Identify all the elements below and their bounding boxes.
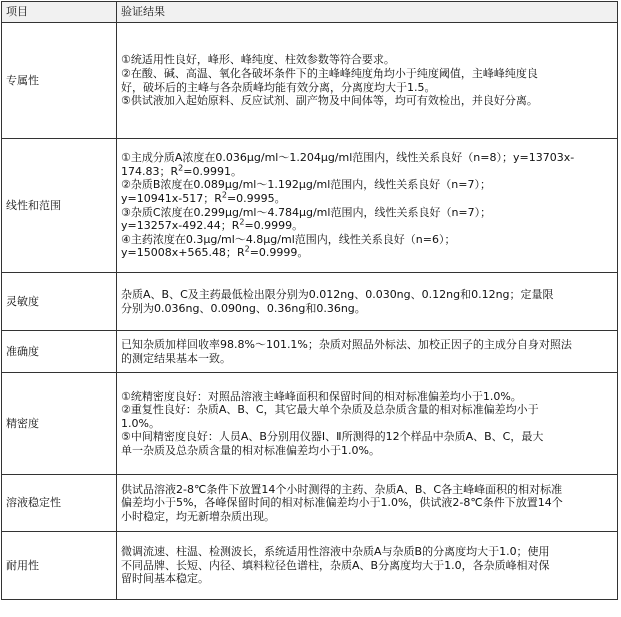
table-row-robustness (2, 532, 618, 600)
result-line: 已知杂质加样回收率98.8%～101.1%；杂质对照品外标法、加校正因子的主成分自身对照法 (121, 337, 572, 351)
result-line: ③杂质C浓度在0.299μg/ml～4.784μg/ml范围内，线性关系良好（n=7）； (121, 205, 492, 219)
table-row-precision (2, 373, 618, 475)
row-result (117, 475, 618, 532)
table-row-specificity (2, 23, 618, 139)
result-line: 供试品溶液2-8℃条件下放置14个小时测得的主药、杂质A、B、C各主峰峰面积的相对标准 (121, 482, 563, 496)
result-line: ②重复性良好：杂质A、B、C，其它最大单个杂质及总杂质含量的相对标准偏差均小于 (121, 403, 539, 417)
row-item-label: 准确度 (2, 331, 117, 373)
row-result (117, 23, 618, 139)
result-line: ①统适用性良好，峰形、峰纯度、柱效参数等符合要求。 (121, 53, 395, 67)
result-line: ④主药浓度在0.3μg/ml～4.8μg/ml范围内，线性关系良好（n=6）； (121, 232, 456, 246)
result-line: 1.0%。 (121, 416, 160, 430)
row-result (117, 139, 618, 273)
row-result (117, 532, 618, 600)
result-line: ②杂质B浓度在0.089μg/ml～1.192μg/ml范围内，线性关系良好（n=7）； (121, 178, 491, 192)
table-row-solution-stability (2, 475, 618, 532)
result-line: y=15008x+565.48；$R^2=0.9999$。 (121, 244, 309, 260)
row-item-label: 专属性 (2, 23, 117, 139)
result-line: ①主成分质A浓度在0.036μg/ml～1.204μg/ml范围内，线性关系良好（n=8）；y=13703x- (121, 151, 575, 165)
table-row-linearity (2, 139, 618, 273)
row-item-label: 耐用性 (2, 532, 117, 600)
header-result: 验证结果 (117, 2, 618, 23)
result-line: ⑤供试液加入起始原料、反应试剂、副产物及中间体等，均可有效检出，并良好分离。 (121, 94, 538, 108)
row-result (117, 331, 618, 373)
result-line: 分别为0.036ng、0.090ng、0.36ng和0.36ng。 (121, 301, 366, 315)
table-row-accuracy (2, 331, 618, 373)
result-line: 微调流速、柱温、检测波长，系统适用性溶液中杂质A与杂质B的分离度均大于1.0；使用 (121, 545, 550, 559)
validation-results-table (1, 1, 618, 600)
row-item-label: 溶液稳定性 (2, 475, 117, 532)
result-line: 杂质A、B、C及主药最低检出限分别为0.012ng、0.030ng、0.12ng和0.12ng；定量限 (121, 287, 554, 301)
result-line: y=13257x-492.44；$R^2=0.9999$。 (121, 217, 304, 233)
table-header-row (2, 2, 618, 23)
row-result (117, 373, 618, 475)
result-line: y=10941x-517；$R^2=0.9995$。 (121, 190, 286, 205)
result-line: 留时间基本稳定。 (121, 572, 209, 586)
result-line: ①统精密度良好：对照品溶液主峰峰面积和保留时间的相对标准偏差均小于1.0%。 (121, 389, 522, 403)
row-item-label: 线性和范围 (2, 139, 117, 273)
result-line: 偏差均小于5%，各峰保留时间的相对标准偏差均小于1.0%，供试液2-8℃条件下放置14个 (121, 496, 563, 510)
result-line: 单一杂质及总杂质含量的相对标准偏差均小于1.0%。 (121, 443, 380, 457)
result-line: 174.83；$R^2=0.9991$。 (121, 163, 242, 178)
result-line: 好，破坏后的主峰与各杂质峰均能有效分离，分离度均大于1.5。 (121, 80, 436, 94)
row-result (117, 273, 618, 331)
row-item-label: 灵敏度 (2, 273, 117, 331)
table-row-sensitivity (2, 273, 618, 331)
result-line: 小时稳定，均无新增杂质出现。 (121, 509, 275, 523)
result-line: ②在酸、碱、高温、氧化各破坏条件下的主峰峰纯度角均小于纯度阈值，主峰峰纯度良 (121, 66, 538, 80)
header-item: 项目 (2, 2, 117, 23)
row-item-label: 精密度 (2, 373, 117, 475)
result-line: ⑤中间精密度良好：人员A、B分别用仪器Ⅰ、Ⅱ所测得的12个样品中杂质A、B、C，最大 (121, 430, 544, 444)
result-line: 的测定结果基本一致。 (121, 351, 231, 365)
result-line: 不同品牌、长短、内径、填料粒径色谱柱，杂质A、B分离度均大于1.0，各杂质峰相对保 (121, 558, 550, 572)
